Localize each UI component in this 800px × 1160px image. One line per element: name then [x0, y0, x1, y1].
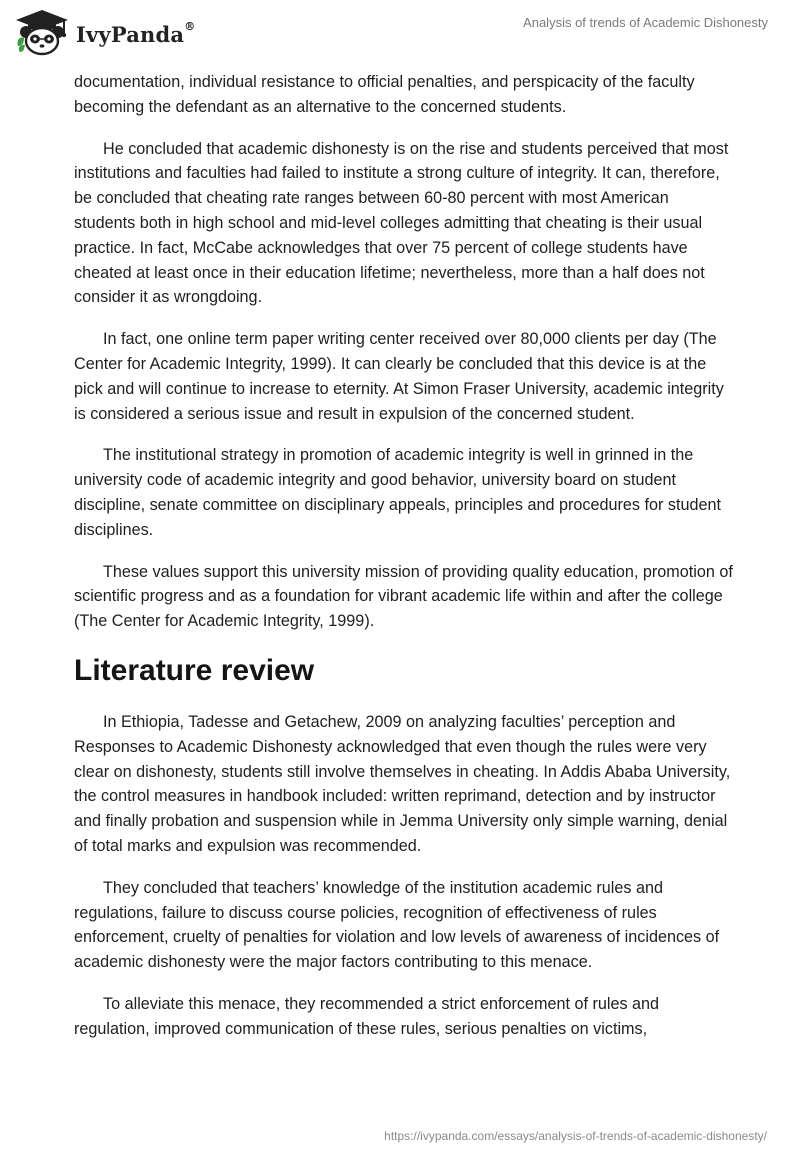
essay-body: [74, 70, 734, 1059]
registered-mark: ®: [184, 19, 196, 33]
page-header: [0, 0, 800, 70]
source-url[interactable]: https://ivypanda.com/essays/analysis-of-trends-of-academic-dishonesty/: [384, 1129, 767, 1143]
document-title: Analysis of trends of Academic Dishonesty: [523, 15, 768, 30]
paragraph: They concluded that teachers’ knowledge of the institution academic rules and regulations, failure to discuss course policies, recognition of effectiveness of rules enforcement, cruelty of penalties for violation and low levels of awareness of incidences of academic dishonesty were the major factors contributing to this menace.: [74, 878, 720, 972]
paragraph: documentation, individual resistance to official penalties, and perspicacity of the faculty becoming the defendant as an alternative to the concerned students.: [74, 73, 695, 116]
paragraph: The institutional strategy in promotion of academic integrity is well in grinned in the university code of academic integrity and good behavior, university board on student discipline, senate committee on disciplinary appeals, principles and procedures for student disciplines.: [74, 446, 721, 539]
panda-graduate-icon: [14, 8, 70, 56]
paragraph: In Ethiopia, Tadesse and Getachew, 2009 on analyzing faculties’ perception and Responses to Academic Dishonesty acknowledged that even though the rules were very clear on dishonesty, students still involve themselves in cheating. In Addis Ababa University, the control measures in handbook included: written reprimand, detection and by instructor and finally probation and suspension while in Jemma University only simple warning, denial of total marks and expulsion was recommended.: [74, 712, 731, 855]
brand-logo[interactable]: [14, 8, 195, 56]
paragraph: In fact, one online term paper writing center received over 80,000 clients per day (The Center for Academic Integrity, 1999). It can clearly be concluded that this device is at the pick and will continue to increase to eternity. At Simon Fraser University, academic integrity is considered a serious issue and result in expulsion of the concerned student.: [74, 330, 724, 423]
section-heading-literature-review: Literature review: [74, 653, 315, 687]
paragraph: To alleviate this menace, they recommended a strict enforcement of rules and regulation, improved communication of these rules, serious penalties on victims,: [74, 994, 660, 1038]
brand-name: IvyPanda®: [76, 19, 196, 47]
paragraph: He concluded that academic dishonesty is on the rise and students perceived that most institutions and faculties had failed to institute a strong culture of integrity. It can, therefore, be concluded that cheating rate ranges between 60-80 percent with most American students both in high school and mid-level colleges admitting that cheating is their usual practice. In fact, McCabe acknowledges that over 75 percent of college students have cheated at least once in their education lifetime; nevertheless, more than a half does not consider it as wrongdoing.: [74, 139, 729, 307]
paragraph: These values support this university mission of providing quality education, promotion of scientific progress and as a foundation for vibrant academic life within and after the college (The Center for Academic Integrity, 1999).: [74, 562, 733, 631]
